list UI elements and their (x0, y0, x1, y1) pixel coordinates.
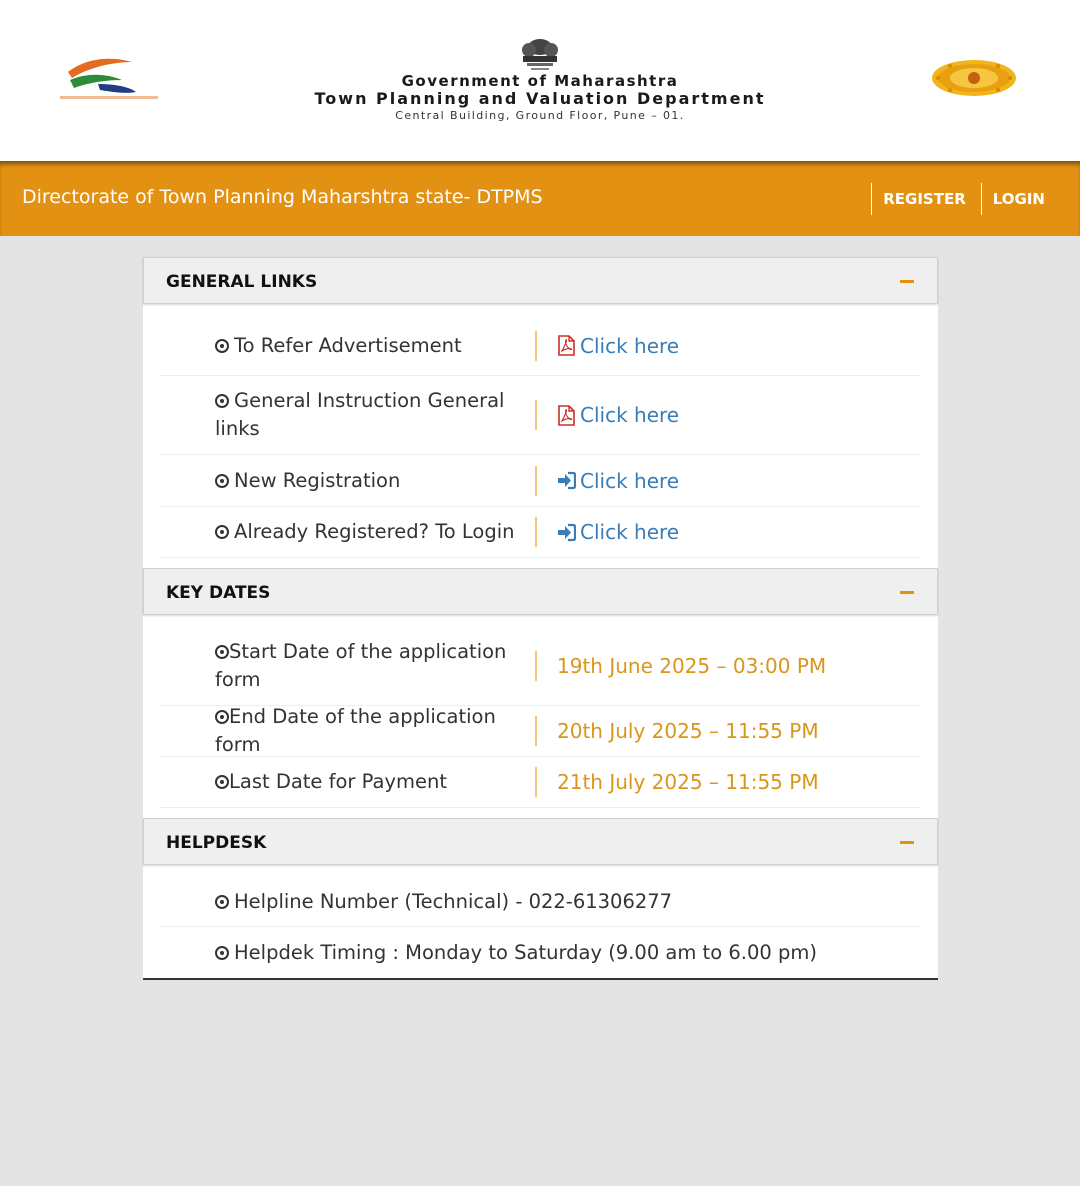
link-text: Click here (580, 333, 680, 358)
key-dates-body (143, 615, 938, 818)
helpdesk-collapse-icon[interactable] (900, 841, 914, 844)
start-date-value: 19th June 2025 – 03:00 PM (557, 654, 827, 678)
site-title: Directorate of Town Planning Maharshtra state- DTPMS (22, 186, 543, 208)
gov-line-2: Town Planning and Valuation Department (314, 89, 766, 108)
general-links-collapse-icon[interactable] (900, 280, 914, 283)
link-text: Click here (580, 520, 680, 544)
login-link[interactable]: LOGIN (981, 183, 1080, 215)
link-text: Click here (580, 468, 680, 493)
content-panel (143, 257, 938, 980)
pdf-icon (557, 335, 576, 356)
general-links-header (143, 257, 938, 304)
payment-date-value: 21th July 2025 – 11:55 PM (557, 770, 819, 794)
item-label: End Date of the application form (215, 705, 496, 756)
dot-circle-icon (215, 474, 229, 488)
register-link[interactable]: REGISTER (871, 183, 977, 215)
national-emblem-icon (513, 38, 567, 74)
dot-circle-icon (215, 525, 229, 539)
nav-links (871, 183, 1080, 215)
item-label: Start Date of the application form (215, 640, 507, 691)
pdf-icon (557, 405, 576, 426)
already-registered-link[interactable] (537, 520, 679, 544)
link-text: Click here (580, 403, 680, 427)
new-registration-link[interactable] (537, 469, 679, 493)
navbar (0, 161, 1080, 236)
item-label: To Refer Advertisement (234, 333, 462, 357)
list-item (160, 757, 921, 808)
gov-line-1: Government of Maharashtra (401, 72, 679, 90)
list-item (160, 455, 921, 507)
top-banner (0, 0, 1080, 161)
end-date-value: 20th July 2025 – 11:55 PM (557, 719, 819, 743)
list-item (160, 507, 921, 558)
list-item (160, 927, 921, 978)
maharashtra-seal-icon (930, 58, 1018, 98)
key-dates-title: KEY DATES (166, 583, 271, 603)
list-item (160, 627, 921, 706)
dot-circle-icon (215, 394, 229, 408)
item-label: Last Date for Payment (229, 770, 448, 793)
item-label: General Instruction General links (215, 389, 505, 440)
gov-line-3: Central Building, Ground Floor, Pune – 01. (395, 109, 685, 122)
helpdesk-timing: Helpdek Timing : Monday to Saturday (9.00 am to 6.00 pm) (234, 940, 817, 964)
dot-circle-icon (215, 710, 229, 724)
sign-in-icon (557, 470, 576, 491)
dot-circle-icon (215, 946, 229, 960)
dot-circle-icon (215, 339, 229, 353)
item-label: Already Registered? To Login (234, 520, 515, 543)
advertisement-link[interactable] (537, 334, 679, 358)
helpline-number: Helpline Number (Technical) - 022-61306277 (234, 889, 673, 913)
general-instruction-link[interactable] (537, 403, 679, 427)
helpdesk-body (143, 865, 938, 978)
key-dates-collapse-icon[interactable] (900, 591, 914, 594)
item-label: New Registration (234, 468, 401, 492)
helpdesk-title: HELPDESK (166, 833, 267, 853)
list-item (160, 376, 921, 455)
dot-circle-icon (215, 775, 229, 789)
dot-circle-icon (215, 895, 229, 909)
dot-circle-icon (215, 645, 229, 659)
department-heading (0, 72, 1080, 123)
list-item (160, 706, 921, 757)
general-links-body (143, 304, 938, 568)
helpdesk-header (143, 818, 938, 865)
key-dates-header (143, 568, 938, 615)
general-links-title: GENERAL LINKS (166, 272, 318, 292)
list-item (160, 316, 921, 376)
list-item (160, 877, 921, 927)
sign-in-icon (557, 522, 576, 543)
